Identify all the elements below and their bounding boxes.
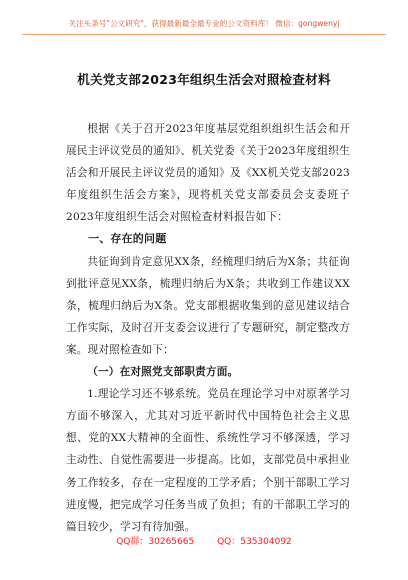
document-title: 机关党支部2023年组织生活会对照检查材料 [77,72,331,87]
section-problems-paragraph: 共征询到肯定意见XX条，经梳理归纳后为X条；共征询到批评意见XX条，梳理归纳后为X条；共收到工作建议XX条，梳理归纳后为X条。党支部根据收集到的意见建议结合工作实际，及时召开支委会议进行了专题研究，制定整改方案。现对照检查如下： [66,255,350,356]
section-heading-problems: 一、存在的问题 [88,232,167,246]
qq-number: QQ：535304092 [217,537,292,547]
document-body [66,118,350,538]
intro-paragraph: 根据《关于召开2023年度基层党组织组织生活会和开展民主评议党员的通知》、机关党委《关于2023年度组织生活会和开展民主评议党员的通知》及《XX机关党支部2023年度组织生活会方案》，现将机关党支部委员会支委班子2023年度组织生活会对照检查材料报告如下： [66,123,350,224]
item-theory-study-paragraph: 1.理论学习还不够系统。党员在理论学习中对原著学习方面不够深入，尤其对习近平新时代中国特色社会主义思想、党的XX大精神的全面性、系统性学习不够深透，学习主动性、自觉性需要进一步提高。比如，支部党员中承担业务工作较多，存在一定程度的工学矛盾；个别干部职工学习进度慢，把完成学习任务当成了负担；有的干部职工学习的篇目较少，学习有待加强。 [66,388,350,533]
promo-header: 关注头条号"公文研究"，获得最新最全最专业的公文资料库！ 微信：gongwenyj [22,14,386,35]
contact-footer [0,534,408,547]
qq-group-number: QQ群：30265665 [116,537,195,547]
subsection-heading-duties: （一）在对照党支部职责方面。 [87,366,239,379]
